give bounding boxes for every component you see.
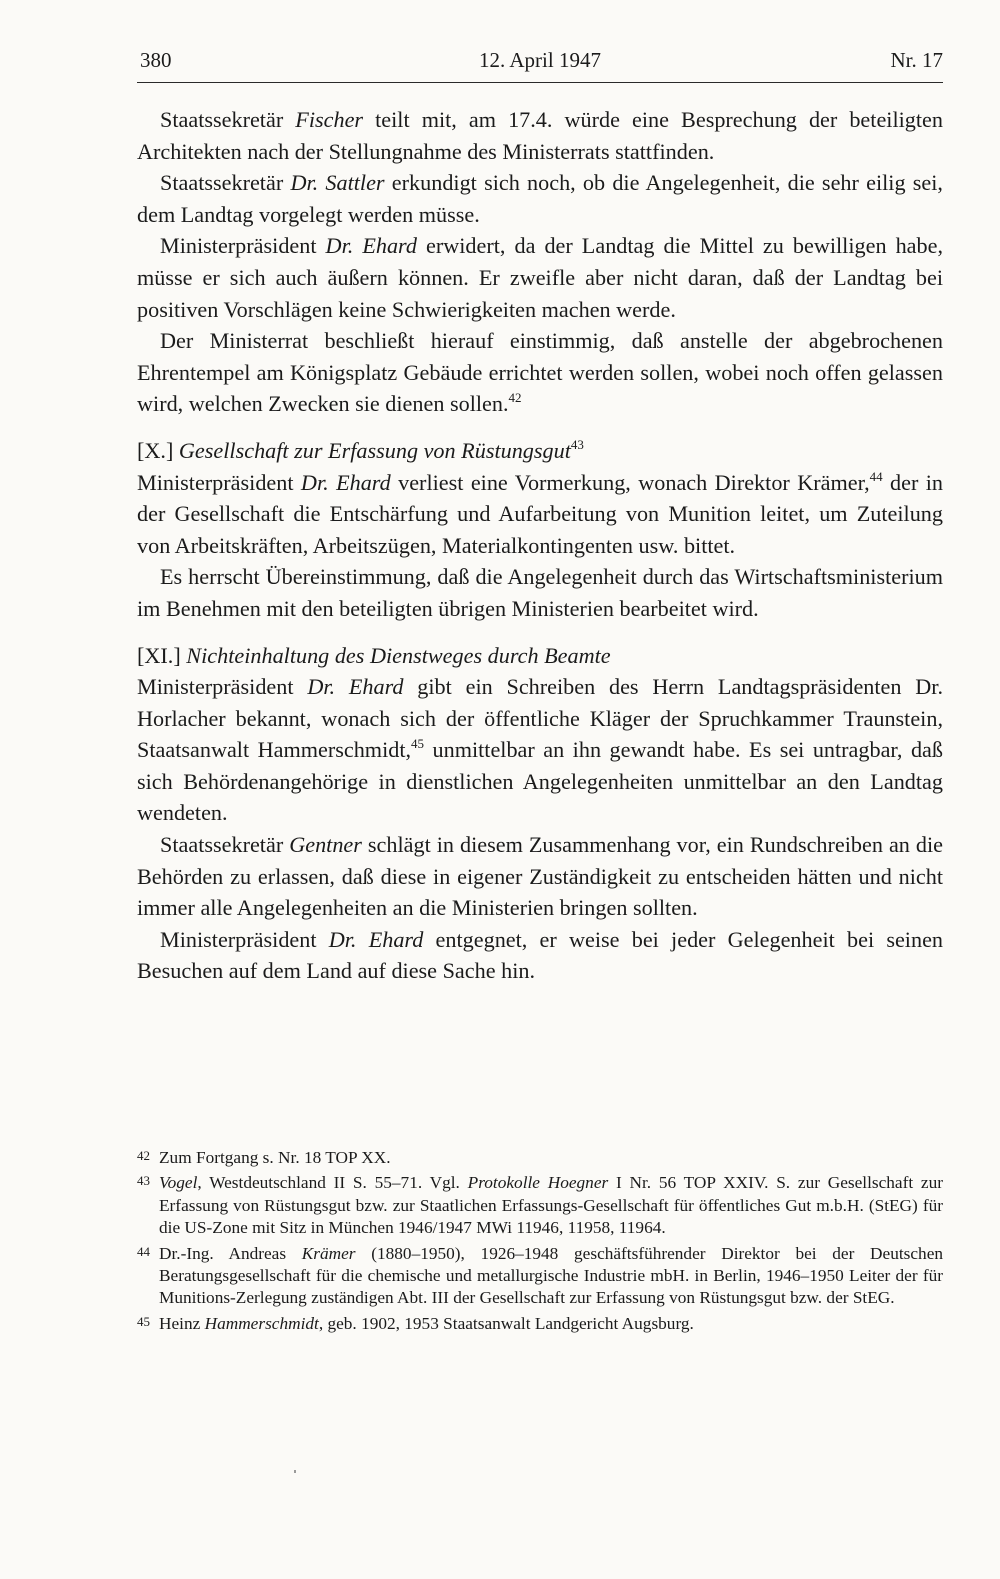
section-heading	[137, 640, 943, 672]
issue-number: Nr. 17	[890, 48, 943, 72]
text-run: teilt mit, am 17.4. würde eine Besprechung der beteiligten Architekten nach der Stellungnahme des Ministerrats stattfinden.	[137, 107, 943, 164]
text-run: Staatssekretär	[160, 832, 290, 858]
footnote-number: 43	[137, 1173, 150, 1189]
paragraph	[137, 467, 943, 562]
text-run: Ministerpräsident	[160, 926, 329, 952]
text-run: Heinz	[159, 1313, 205, 1333]
paragraph	[137, 325, 943, 420]
text-run: [X.]	[137, 437, 179, 463]
footnote	[137, 1147, 943, 1169]
text-run: Staatssekretär	[160, 107, 296, 132]
running-head-date: 12. April 1947	[479, 48, 601, 72]
italic-text: Krämer	[301, 1243, 356, 1263]
text-run: Staatssekretär	[160, 170, 291, 196]
text-run: Ministerpräsident	[137, 674, 308, 700]
footnote-ref: 45	[411, 736, 425, 752]
paragraph	[137, 829, 943, 924]
italic-text: Hammerschmidt	[204, 1313, 319, 1333]
footnote-ref: 44	[869, 468, 883, 484]
text-run: , Westdeutschland II S. 55–71. Vgl.	[197, 1173, 468, 1193]
italic-text: Protokolle Hoegner	[467, 1173, 609, 1193]
paragraph	[137, 167, 943, 230]
paragraph	[137, 561, 943, 624]
text-run: Dr.-Ing. Andreas	[159, 1243, 302, 1263]
paragraph	[137, 671, 943, 829]
italic-text: Vogel	[159, 1173, 198, 1193]
italic-text: Dr. Ehard	[328, 926, 424, 952]
text-run: gibt ein Schreiben des Herrn Landtagspräsidenten Dr. Horlacher bekannt, wonach sich der öffentliche Kläger der Spruchkammer Traunstein, Staatsanwalt Hammerschmidt,	[137, 674, 944, 763]
paragraph	[137, 230, 943, 325]
italic-text: Gentner	[289, 832, 362, 858]
text-run: Ministerpräsident	[160, 233, 326, 259]
text-run: Der Ministerrat beschließt hierauf einstimmig, daß anstelle der abgebrochenen Ehrentempel am Königsplatz Gebäude errichtet werden sollen, wobei noch offen gelassen wird, welchen Zwecken sie dienen sollen.	[137, 328, 943, 417]
italic-text: Fischer	[295, 107, 364, 132]
body-text	[137, 104, 943, 987]
italic-text: Dr. Sattler	[290, 170, 385, 196]
page-speck	[294, 1470, 296, 1473]
paragraph	[137, 104, 943, 167]
italic-text: Dr. Ehard	[300, 469, 391, 495]
footnote-number: 42	[137, 1148, 150, 1163]
text-run: verliest eine Vormerkung, wonach Direktor Krämer,	[390, 469, 870, 495]
text-run: [XI.]	[137, 642, 187, 668]
footnotes	[137, 1147, 943, 1338]
text-run: , geb. 1902, 1953 Staatsanwalt Landgericht Augsburg.	[318, 1313, 694, 1333]
text-run: erwidert, da der Landtag die Mittel zu bewilligen habe, müsse er sich auch äußern können. Er zweifle aber nicht daran, daß der Landtag bei positiven Vorschlägen keine Schwierigkeiten machen werde.	[137, 233, 943, 322]
text-run: Es herrscht Übereinstimmung, daß die Angelegenheit durch das Wirtschaftsministerium im Benehmen mit den beteiligten übrigen Ministerien bearbeitet wird.	[137, 564, 943, 621]
text-run: (1880–1950), 1926–1948 geschäftsführender Direktor bei der Deutschen Beratungsgesellschaft für die chemische und metallurgische Industrie mbH. in Berlin, 1946–1950 Leiter der für Munitions-Zerlegung zuständigen Abt. III der Gesellschaft zur Erfassung von Rüstungsgut bzw. der StEG.	[159, 1243, 943, 1308]
footnote	[137, 1313, 943, 1335]
text-run: Ministerpräsident	[137, 469, 301, 495]
italic-text: Nichteinhaltung des Dienstweges durch Beamte	[186, 642, 611, 668]
section-heading	[137, 435, 943, 467]
footnote-number: 45	[137, 1313, 150, 1329]
footnote-number: 44	[137, 1243, 150, 1259]
page-number: 380	[140, 48, 172, 72]
italic-text: Dr. Ehard	[307, 674, 404, 700]
italic-text: Dr. Ehard	[325, 233, 417, 259]
paragraph	[137, 924, 943, 987]
italic-text: Gesellschaft zur Erfassung von Rüstungsgut	[178, 437, 571, 463]
footnote-ref: 43	[570, 436, 584, 452]
text-run: der in der Gesellschaft die Entschärfung und Aufarbeitung von Munition leitet, um Zuteilung von Arbeitskräften, Arbeitszügen, Materialkontingenten usw. bittet.	[137, 469, 944, 558]
text-run: entgegnet, er weise bei jeder Gelegenheit bei seinen Besuchen auf dem Land auf diese Sache hin.	[137, 926, 944, 984]
text-run: erkundigt sich noch, ob die Angelegenheit, die sehr eilig sei, dem Landtag vorgelegt werden müsse.	[137, 170, 943, 227]
footnote	[137, 1172, 943, 1239]
text-run: schlägt in diesem Zusammenhang vor, ein Rundschreiben an die Behörden zu erlassen, daß diese in eigener Zuständigkeit zu entscheiden hätten und nicht immer alle Angelegenheiten an die Ministerien bringen sollten.	[137, 832, 943, 921]
text-run: unmittelbar an ihn gewandt habe. Es sei untragbar, daß sich Behördenangehörige in dienstlichen Angelegenheiten unmittelbar an den Landtag wendeten.	[137, 737, 943, 826]
page-header	[137, 42, 943, 83]
text-run: Zum Fortgang s. Nr. 18 TOP XX.	[159, 1148, 391, 1167]
footnote	[137, 1243, 943, 1310]
text-run: I Nr. 56 TOP XXIV. S. zur Gesellschaft zur Erfassung von Rüstungsgut bzw. zur Staatlichen Erfassungs-Gesellschaft für öffentliches Gut m.b.H. (StEG) für die US-Zone mit Sitz in München 1946/1947 MWi 11946, 11958, 11964.	[159, 1173, 944, 1238]
footnote-ref: 42	[508, 390, 522, 406]
